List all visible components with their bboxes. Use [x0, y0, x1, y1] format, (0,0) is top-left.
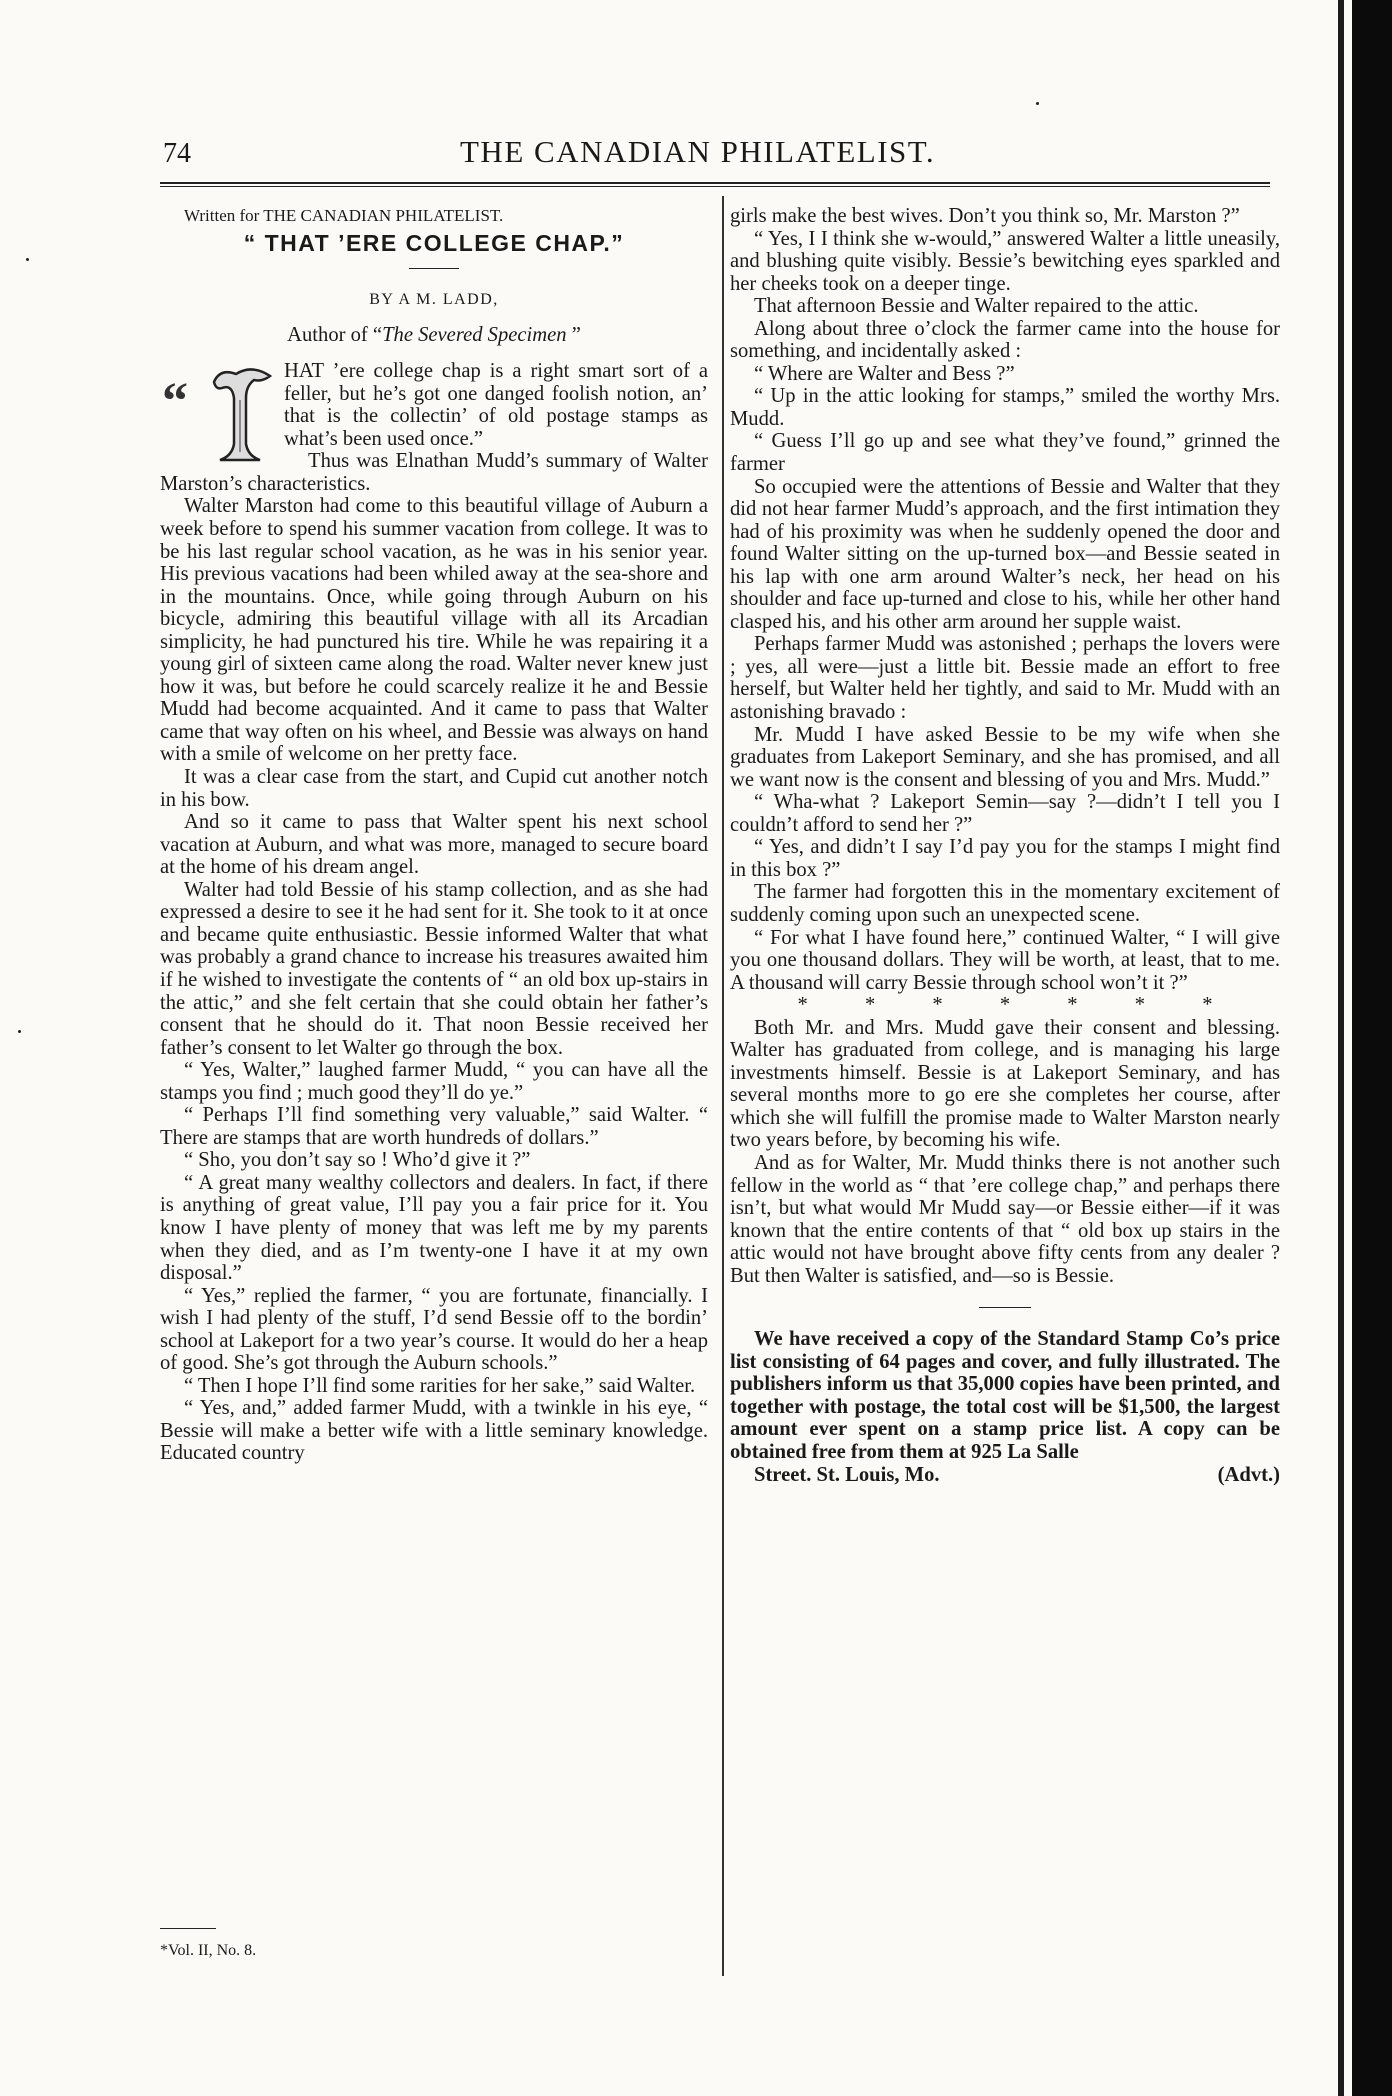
paragraph: “ Up in the attic looking for stamps,” smiled the worthy Mrs. Mudd. [730, 385, 1280, 430]
paragraph: Mr. Mudd I have asked Bessie to be my wife when she graduates from Lakeport Seminary, and she has promised, and all we want now is the consent and blessing of you and Mrs. Mudd.” [730, 723, 1280, 791]
left-column [160, 205, 708, 1465]
paragraph: And as for Walter, Mr. Mudd thinks there is not another such fellow in the world as “ that ’ere college chap,” and perhaps there isn’t, but what would Mr Mudd say—or Bessie either—if it was known that the entire contents of that “ old box up stairs in the attic would not have brought above fifty cents from any dealer ? But then Walter is satisfied, and—so is Bessie. [730, 1151, 1280, 1287]
written-for-line: Written for THE CANADIAN PHILATELIST. [184, 206, 504, 225]
paragraph: “ Then I hope I’ll find some rarities for her sake,” said Walter. [184, 1374, 696, 1397]
advertisement [730, 1328, 1280, 1486]
svg-text:“: “ [162, 373, 188, 431]
scan-edge [1352, 0, 1392, 2096]
paragraph: “ Wha-what ? Lakeport Semin—say ?—didn’t I tell you I couldn’t afford to send her ?” [730, 791, 1280, 836]
paragraph: Along about three o’clock the farmer came into the house for something, and incidentally asked : [730, 317, 1280, 363]
byline: BY A M. LADD, [369, 291, 499, 309]
title-rule [409, 268, 459, 269]
paragraph: Walter had told Bessie of his stamp collection, and as she had expressed a desire to see it he had sent for it. She took to it at once and became quite enthusiastic. Bessie informed Walter that what was probably a grand chance to increase his treasures awaited him if he wished to investigate the contents of “ an old box up-stairs in the attic,” and she felt certain that she could obtain her father’s consent that he should do it. That noon Bessie received her father’s consent to let Walter go through the box. [160, 878, 708, 1059]
paragraph: “ Yes, and didn’t I say I’d pay you for the stamps I might find in this box ?” [730, 836, 1280, 881]
page-edge-rule [1338, 0, 1344, 2096]
paragraph: And so it came to pass that Walter spent his next school vacation at Auburn, and what was more, managed to secure board at the home of his dream angel. [160, 811, 708, 879]
paragraph: The farmer had forgotten this in the momentary excitement of suddenly coming upon such an unexpected scene. [730, 881, 1280, 926]
decorative-dropcap-icon [160, 360, 278, 468]
advertisement-last-line [730, 1464, 1280, 1487]
advertisement-text: We have received a copy of the Standard Stamp Co’s price list consisting of 64 pages and cover, and fully illustrated. The publishers inform us that 35,000 copies have been printed, and together with postage, the total cost will be $1,500, the largest amount ever spent on a stamp price list. A copy can be obtained free from them at 925 La Salle [730, 1328, 1280, 1463]
paragraph: “ Yes,” replied the farmer, “ you are fortunate, financially. I wish I had plenty of the stuff, I’d send Bessie off to the bordin’ school at Lakeport for a two year’s course. It would do her a heap of good. She’s got through the Auburn schools.” [160, 1284, 708, 1375]
paragraph: So occupied were the attentions of Bessie and Walter that they did not hear farmer Mudd’s approach, and the first intimation they had of his proximity was when he suddenly opened the door and found Walter sitting on the up-turned box—and Bessie seated in his lap with one arm around Walter’s neck, her head on his shoulder and face up-turned and close to his, while her other hand clasped his, and his other arm around her supple waist. [730, 475, 1280, 633]
footnote: *Vol. II, No. 8. [160, 1942, 257, 1959]
paragraph: It was a clear case from the start, and Cupid cut another notch in his bow. [160, 766, 708, 811]
article-title: “ THAT ’ERE COLLEGE CHAP.” [243, 229, 625, 256]
article-end-rule [979, 1307, 1031, 1308]
author-of-line: Author of “The Severed Specimen ” [287, 323, 581, 346]
paragraph: “ A great many wealthy collectors and dealers. In fact, if there is anything of great value, I’ll pay you a fair price for it. You know I have plenty of money that was left me by my parents when they died, and as I’m twenty-one I have it at my own disposal.” [160, 1171, 708, 1285]
paragraph: “ For what I have found here,” continued Walter, “ I will give you one thousand dollars. They will be worth, at least, that to me. A thousand will carry Bessie through school won’t it ?” [730, 926, 1280, 994]
scan-speck [26, 258, 29, 261]
paragraph: “ Sho, you don’t say so ! Who’d give it ?” [184, 1149, 531, 1172]
paragraph: That afternoon Bessie and Walter repaired to the attic. [754, 295, 1199, 318]
paragraph: “ Yes, I I think she w-would,” answered Walter a little uneasily, and blushing quite visibly. Bessie’s bewitching eyes sparkled and her cheeks took on a deeper tinge. [730, 227, 1280, 295]
paragraph-continued: girls make the best wives. Don’t you think so, Mr. Marston ?” [730, 205, 1240, 227]
advertisement-tag: (Advt.) [1217, 1463, 1280, 1486]
page-number: 74 [163, 138, 191, 169]
scan-speck [1036, 102, 1039, 105]
footnote-rule [160, 1928, 216, 1929]
paragraph: “ Yes, and,” added farmer Mudd, with a twinkle in his eye, “ Bessie will make a better wife with a little seminary knowledge. Educated country [160, 1397, 708, 1465]
paragraph: Thus was Elnathan Mudd’s summary of Walter Marston’s characteristics. [160, 450, 708, 495]
opening-paragraph: HAT ’ere college chap is a right smart sort of a feller, but he’s got one danged foolish notion, an’ that is the collectin’ of old postage stamps as what’s been used once.” [284, 360, 708, 450]
paragraph: “ Where are Walter and Bess ?” [754, 362, 1015, 385]
paragraph: Perhaps farmer Mudd was astonished ; perhaps the lovers were ; yes, all were—just a little bit. Bessie made an effort to free herself, but Walter held her tightly, and said to Mr. Mudd with an astonishing bravado : [730, 633, 1280, 724]
severed-specimen-title: The Severed Specimen [382, 323, 567, 346]
running-title: THE CANADIAN PHILATELIST. [460, 134, 936, 169]
section-break-stars: * * * * * * * [797, 994, 1213, 1017]
right-column [730, 205, 1280, 1486]
paragraph: “ Guess I’ll go up and see what they’ve found,” grinned the farmer [730, 430, 1280, 476]
paragraph: Walter Marston had come to this beautiful village of Auburn a week before to spend his summer vacation from college. It was to be his last regular school vacation, as he was in his senior year. His previous vacations had been whiled away at the sea-shore and in the mountains. Once, while going through Auburn on his bicycle, admiring this beautiful village with all its Arcadian simplicity, he had punctured his tire. While he was repairing it a young girl of sixteen came along the road. Walter never knew just how it was, but before he could scarcely realize it he and Bessie Mudd had become acquainted. And it came to pass that Walter came that way often on his wheel, and Bessie was always on hand with a smile of welcome on her pretty face. [160, 495, 708, 766]
header-rule [160, 182, 1270, 187]
paragraph: Both Mr. and Mrs. Mudd gave their consent and blessing. Walter has graduated from college, and is managing his large investments himself. Bessie is at Lakeport Seminary, and has several months more to go ere she completes her course, after which she will fulfill the promise made to Walter Marston nearly two years before, by becoming his wife. [730, 1016, 1280, 1152]
advertisement-address: Street. St. Louis, Mo. [754, 1463, 940, 1486]
paragraph: “ Perhaps I’ll find something very valuable,” said Walter. “ There are stamps that are worth hundreds of dollars.” [160, 1104, 708, 1149]
column-divider [722, 196, 724, 1976]
paragraph: “ Yes, Walter,” laughed farmer Mudd, “ you can have all the stamps you find ; much good they’ll do ye.” [160, 1059, 708, 1104]
scan-speck [18, 1030, 21, 1033]
